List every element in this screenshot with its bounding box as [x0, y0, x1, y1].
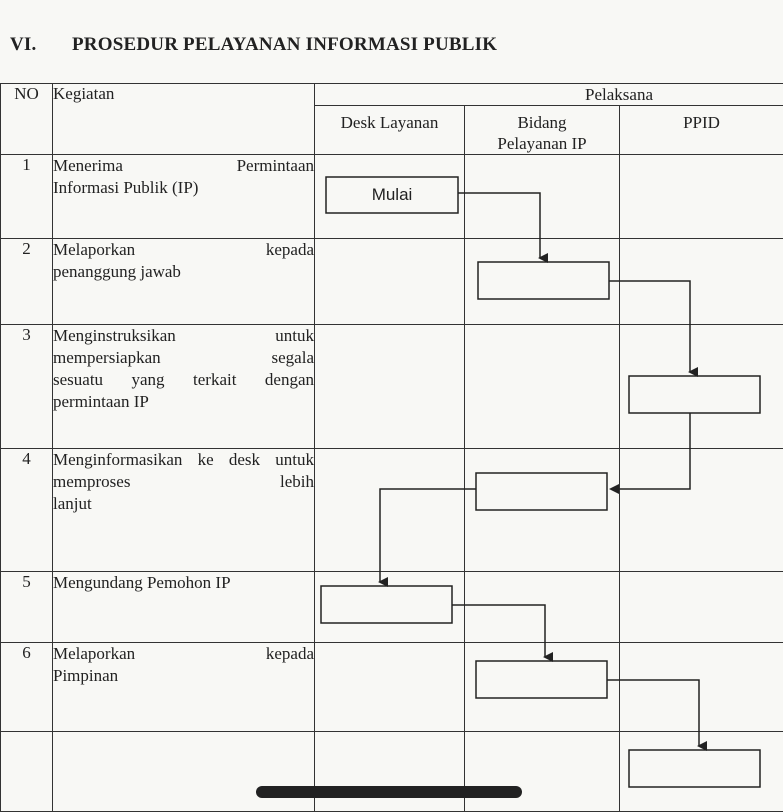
cell-ppid — [620, 449, 783, 572]
cell-desk — [315, 732, 465, 812]
row-number: 3 — [1, 325, 53, 449]
cell-ppid — [620, 325, 783, 449]
row-number: 4 — [1, 449, 53, 572]
header-activity: Kegiatan — [53, 84, 315, 155]
activity-text-end: lanjut — [53, 494, 92, 513]
cell-bidang — [465, 732, 620, 812]
activity-text: Menginstruksikan untuk mempersiapkan segala — [53, 325, 314, 369]
row-activity — [53, 155, 315, 239]
table-row — [1, 239, 783, 325]
cell-ppid — [620, 643, 783, 732]
cell-bidang — [465, 572, 620, 643]
cell-ppid — [620, 155, 783, 239]
flow-start-label: Mulai — [326, 177, 458, 213]
row-number: 1 — [1, 155, 53, 239]
row-number — [1, 732, 53, 812]
cell-desk — [315, 572, 465, 643]
activity-text-end: sesuatu yang terkait dengan permintaan IP — [53, 370, 314, 411]
row-activity — [53, 732, 315, 812]
header-executor: Pelaksana — [315, 84, 783, 106]
table-row — [1, 643, 783, 732]
header-bidang-line1: Bidang — [465, 112, 619, 133]
row-activity — [53, 449, 315, 572]
header-no: NO — [1, 84, 53, 155]
cell-bidang — [465, 449, 620, 572]
activity-text-end: Pimpinan — [53, 666, 118, 685]
row-activity — [53, 325, 315, 449]
header-ppid: PPID — [620, 106, 783, 155]
cell-bidang — [465, 643, 620, 732]
section-number: VI. — [10, 34, 72, 56]
row-number: 6 — [1, 643, 53, 732]
table-row — [1, 449, 783, 572]
activity-text: Menerima Permintaan — [53, 155, 314, 177]
cell-ppid — [620, 732, 783, 812]
section-heading — [10, 34, 497, 56]
table-row — [1, 732, 783, 812]
section-title: PROSEDUR PELAYANAN INFORMASI PUBLIK — [72, 34, 497, 55]
cell-bidang — [465, 325, 620, 449]
row-activity — [53, 239, 315, 325]
cell-desk — [315, 239, 465, 325]
cell-desk — [315, 325, 465, 449]
header-bidang-line2: Pelayanan IP — [465, 133, 619, 154]
activity-text-end: Mengundang Pemohon IP — [53, 573, 231, 592]
row-activity — [53, 643, 315, 732]
cell-ppid — [620, 572, 783, 643]
cell-bidang — [465, 155, 620, 239]
header-bidang-pelayanan — [465, 106, 620, 155]
row-activity — [53, 572, 315, 643]
activity-text-end: Informasi Publik (IP) — [53, 178, 198, 197]
table-row — [1, 572, 783, 643]
activity-text: Melaporkan kepada — [53, 239, 314, 261]
row-number: 5 — [1, 572, 53, 643]
cell-bidang — [465, 239, 620, 325]
activity-text-end: penanggung jawab — [53, 262, 181, 281]
activity-text: Melaporkan kepada — [53, 643, 314, 665]
row-number: 2 — [1, 239, 53, 325]
cell-ppid — [620, 239, 783, 325]
table-row — [1, 325, 783, 449]
bottom-overlay-bar — [256, 786, 522, 798]
header-desk-layanan: Desk Layanan — [315, 106, 465, 155]
activity-text: Menginformasikan ke desk untuk memproses lebih — [53, 449, 314, 493]
cell-desk — [315, 449, 465, 572]
cell-desk — [315, 643, 465, 732]
